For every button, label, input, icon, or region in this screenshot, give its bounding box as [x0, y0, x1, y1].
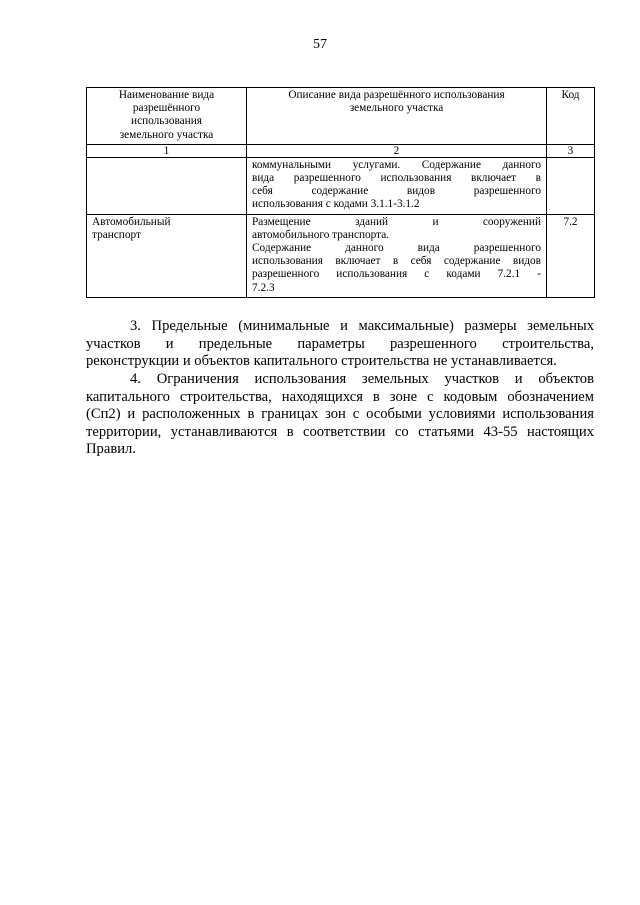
header-line: Наименование вида: [118, 89, 215, 101]
row-code-cell: [547, 157, 595, 214]
column-number-row: [87, 144, 595, 157]
header-line: Описание вида разрешённого использования: [288, 89, 505, 101]
paragraph-line: реконструкции и объектов капитального строительства не устанавливается.: [86, 353, 557, 370]
description-line: 7.2.3: [252, 281, 275, 294]
description-line: использования включает в себя содержание видов: [252, 255, 541, 268]
paragraph-line: (Сп2) и расположенных в границах зон с особыми условиями использования: [86, 406, 594, 423]
header-line: земельного участка: [349, 102, 444, 115]
paragraph-3: [86, 318, 594, 371]
row-code-cell: 7.2: [547, 214, 595, 297]
land-use-table: [86, 87, 595, 298]
paragraph-line: Правил.: [86, 441, 136, 458]
row-description-cell: [247, 157, 547, 214]
paragraph-line: участков и предельные параметры разрешенного строительства,: [86, 335, 594, 352]
paragraph-line: 3. Предельные (минимальные и максимальные) размеры земельных: [130, 318, 594, 334]
table-header-row: [87, 88, 595, 145]
column-number: 1: [87, 144, 247, 157]
table-row: [87, 157, 595, 214]
page-number: 57: [313, 37, 327, 52]
header-code: [547, 88, 595, 145]
description-line: вида разрешенного использования включает в: [252, 172, 541, 185]
description-line: себя содержание видов разрешенного: [252, 185, 541, 198]
description-line: коммунальными услугами. Содержание данного: [252, 158, 541, 171]
row-name-cell: [87, 157, 247, 214]
table-row: [87, 214, 595, 297]
row-name-cell: [87, 214, 247, 297]
paragraph-line: капитального строительства, находящихся в зоне с кодовым обозначением: [86, 388, 594, 405]
description-line: разрешенного использования с кодами 7.2.1 -: [252, 268, 541, 281]
description-line: Размещение зданий и сооружений: [252, 215, 541, 228]
name-line: Автомобильный: [92, 215, 171, 228]
paragraph-line: 4. Ограничения использования земельных участков и объектов: [130, 371, 594, 387]
header-description: [247, 88, 547, 145]
header-line: разрешённого: [132, 102, 201, 115]
column-number: 2: [247, 144, 547, 157]
description-line: использования с кодами 3.1.1-3.1.2: [252, 198, 420, 211]
description-line: Содержание данного вида разрешенного: [252, 242, 541, 255]
description-line: автомобильного транспорта.: [252, 228, 390, 241]
name-line: транспорт: [92, 228, 141, 241]
header-name-of-use: [87, 88, 247, 145]
paragraph-line: территории, устанавливаются в соответствии со статьями 43-55 настоящих: [86, 423, 594, 440]
header-line: использования: [131, 115, 202, 128]
row-description-cell: [247, 214, 547, 297]
paragraph-4: [86, 371, 594, 459]
header-line: земельного участка: [119, 128, 214, 141]
header-line: Код: [561, 89, 580, 101]
column-number: 3: [547, 144, 595, 157]
